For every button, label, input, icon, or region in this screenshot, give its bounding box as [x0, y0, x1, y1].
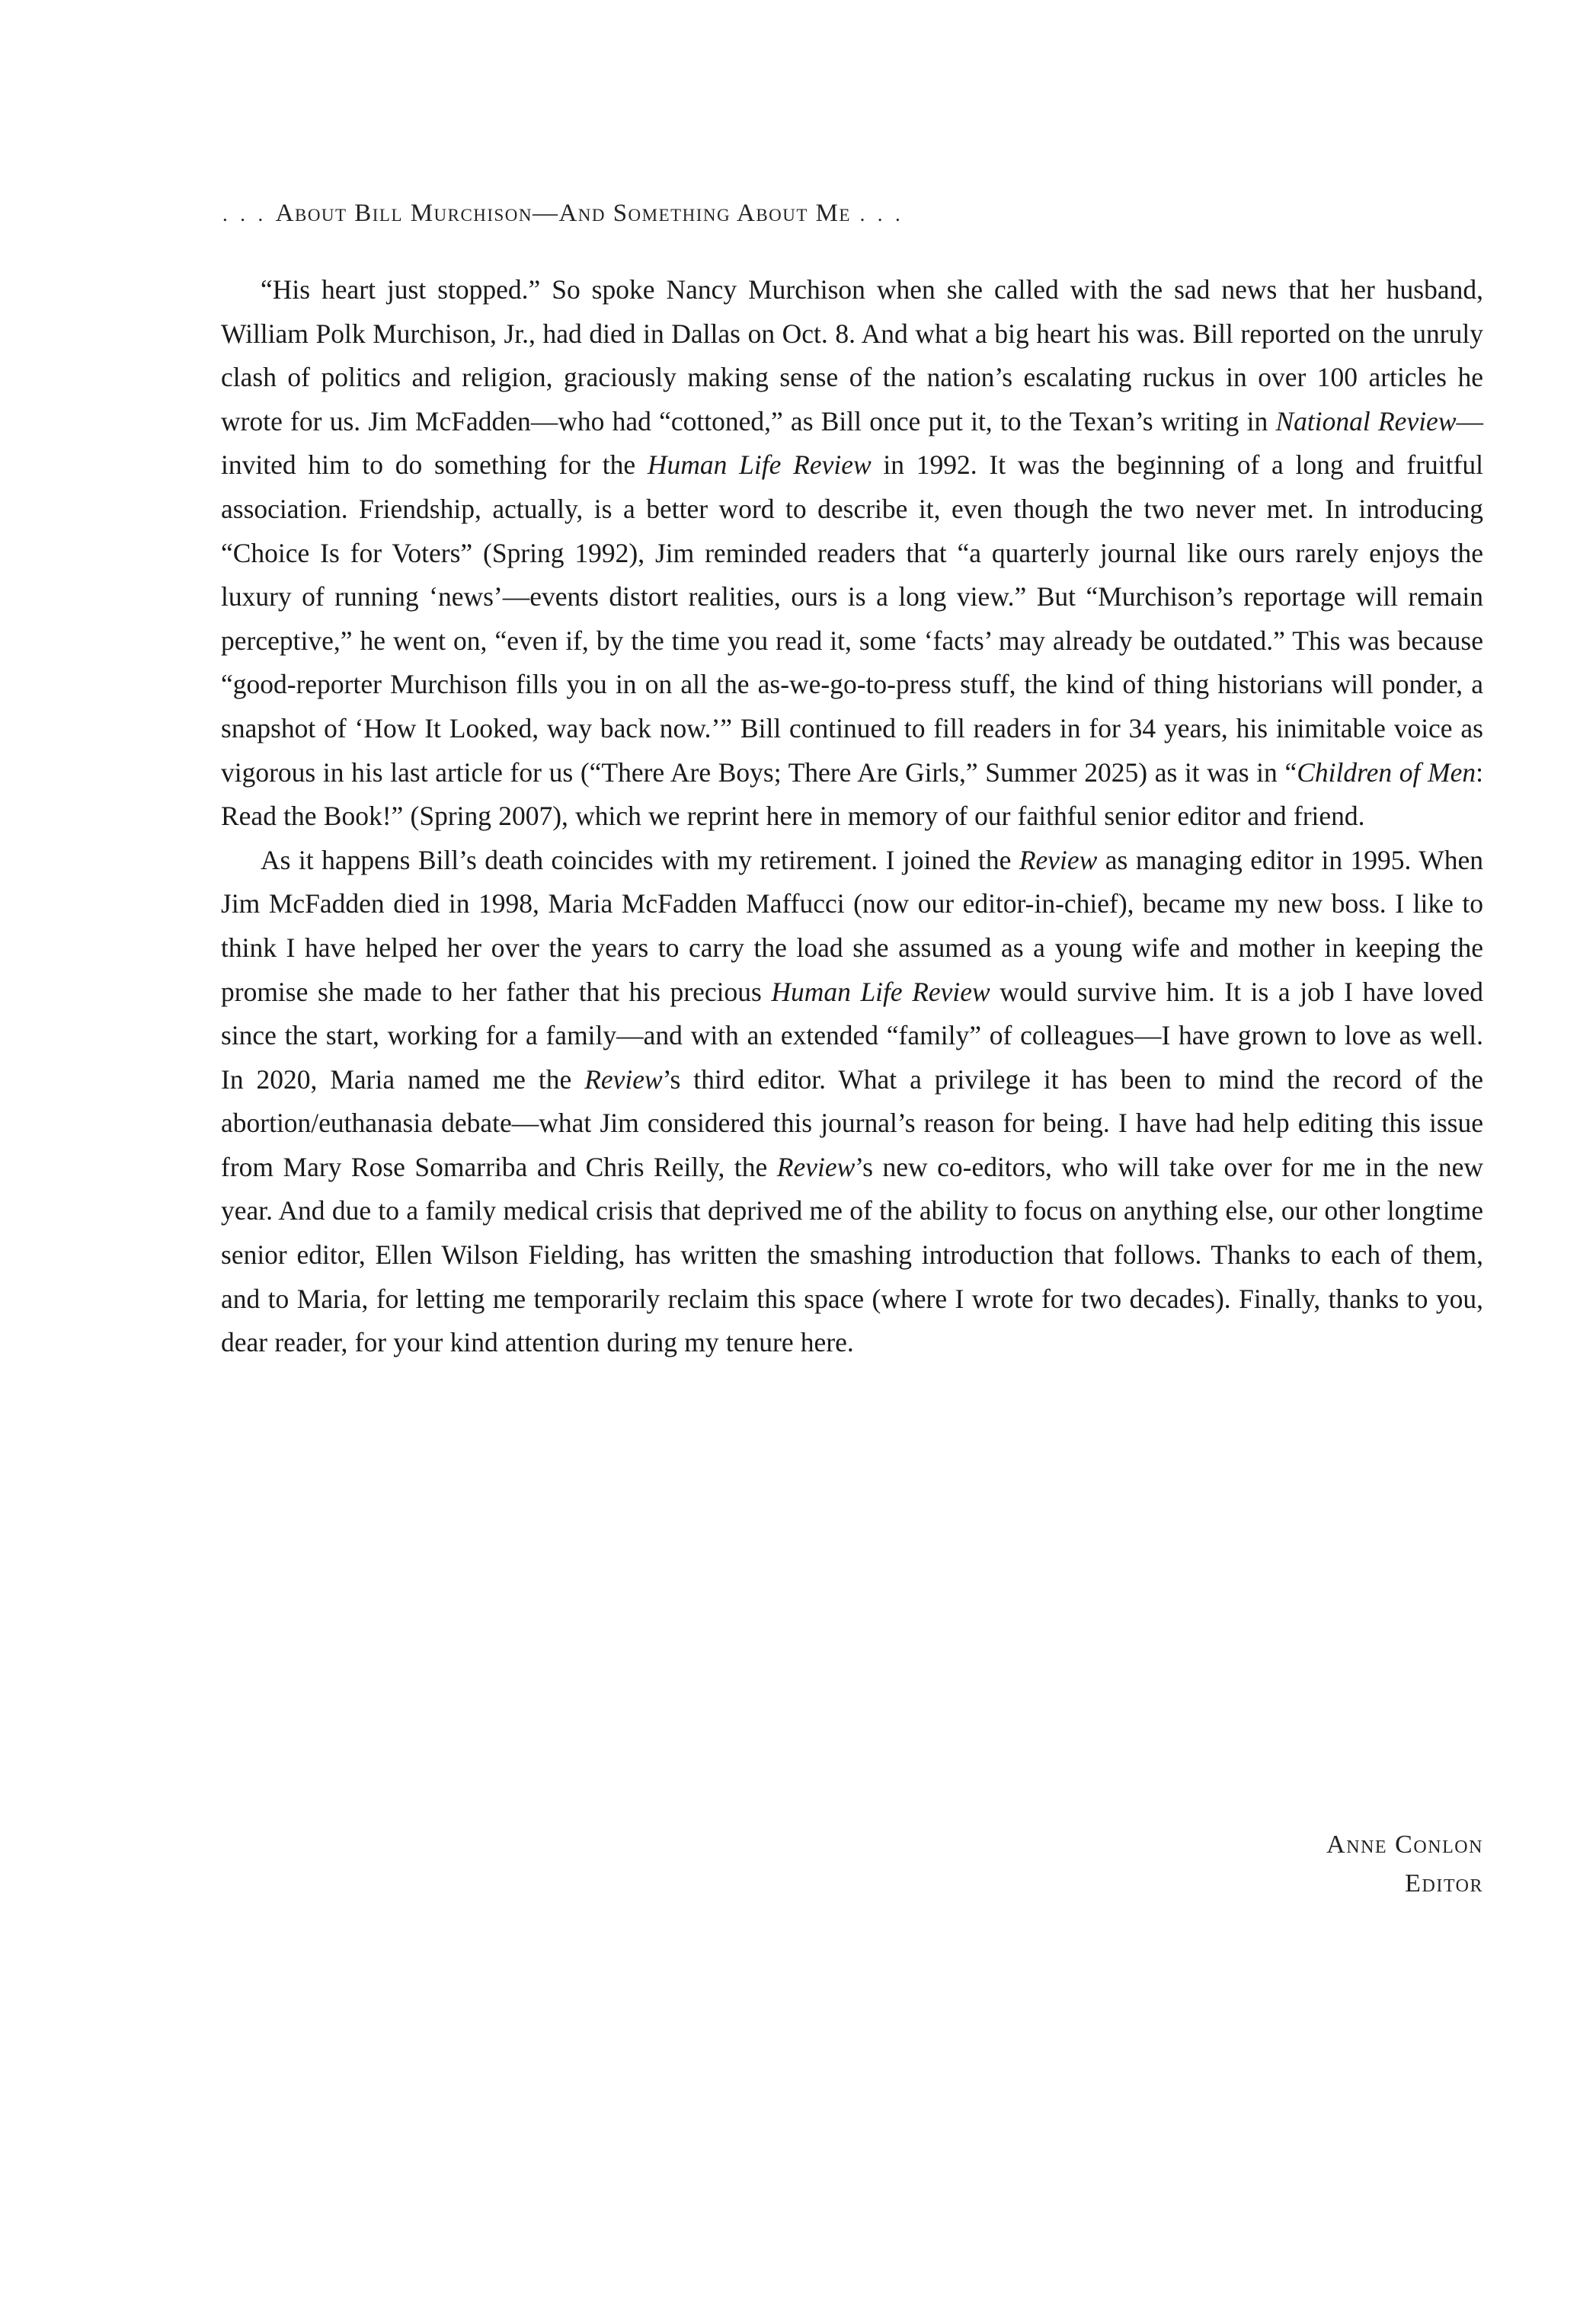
running-head	[222, 200, 1483, 227]
signature-name: Anne Conlon	[1326, 1831, 1483, 1859]
run-italic-human-life-review: Human Life Review	[647, 449, 872, 481]
run-text: as managing editor in 1995. When Jim McFadden died in 1998, Maria McFadden Maffucci (now our editor-in-chief), became my new boss. I like to think I have helped her over the years to carry the load she assumed as a young wife and mother in keeping the promise she made to her father that his precious	[221, 844, 1483, 1007]
running-head-title: About Bill Murchison—And Something About Me	[275, 200, 851, 227]
signature-block	[221, 1825, 1483, 1903]
run-italic-national-review: National Review	[1275, 405, 1457, 436]
run-text: ’s new co-editors, who will take over for me in the new year. And due to a family medical crisis that deprived me of the ability to focus on anything else, our other longtime senior editor, Ellen Wilson Fielding, has written the smashing introduction that follows. Thanks to each of them, and to Maria, for letting me temporarily reclaim this space (where I wrote for two decades). Finally, thanks to you, dear reader, for your kind attention during my tenure here.	[221, 1151, 1483, 1358]
run-text: ’s third editor. What a privilege it has been to mind the record of the abortion/euthanasia debate—what Jim considered this journal’s reason for being. I have had help editing this issue from Mary Rose Somarriba and Chris Reilly, the	[221, 1063, 1483, 1182]
run-text: in 1992. It was the beginning of a long and fruitful association. Friendship, actually, is a better word to describe it, even though the two never met. In introducing “Choice Is for Voters” (Spring 1992), Jim reminded readers that “a quarterly journal like ours rarely enjoys the luxury of running ‘news’—events distort realities, ours is a long view.” But “Murchison’s reportage will remain perceptive,” he went on, “even if, by the time you read it, some ‘facts’ may already be outdated.” This was because “good-reporter Murchison fills you in on all the as-we-go-to-press stuff, the kind of thing historians will ponder, a snapshot of ‘How It Looked, way back now.’” Bill continued to fill readers in for 34 years, his inimitable voice as vigorous in his last article for us (“There Are Boys; There Are Girls,” Summer 2025) as it was in “	[221, 449, 1483, 788]
running-head-lead-ellipsis: . . .	[222, 203, 276, 225]
run-text: —invited him to do something for the	[221, 405, 1483, 481]
run-italic-human-life-review-2: Human Life Review	[771, 976, 990, 1007]
running-head-trail-ellipsis: . . .	[850, 203, 904, 225]
run-italic-review-1: Review	[1019, 844, 1098, 875]
run-italic-children-of-men: Children of Men	[1297, 756, 1476, 788]
signature-title: Editor	[1405, 1869, 1483, 1898]
body-text-block	[221, 268, 1483, 1365]
run-italic-review-2: Review	[584, 1063, 663, 1095]
run-text: would survive him. It is a job I have loved since the start, working for a family—and with an extended “family” of colleagues—I have grown to love as well. In 2020, Maria named me the	[221, 976, 1483, 1095]
run-text: “His heart just stopped.” So spoke Nancy Murchison when she called with the sad news that her husband, William Polk Murchison, Jr., had died in Dallas on Oct. 8. And what a big heart his was. Bill reported on the unruly clash of politics and religion, graciously making sense of the nation’s escalating ruckus in over 100 articles he wrote for us. Jim McFadden—who had “cottoned,” as Bill once put it, to the Texan’s writing in	[221, 274, 1483, 436]
run-italic-review-3: Review	[776, 1151, 856, 1182]
run-text: : Read the Book!” (Spring 2007), which we reprint here in memory of our faithful senior editor and friend.	[221, 756, 1483, 832]
paragraph-2	[221, 839, 1483, 1365]
paragraph-1	[221, 268, 1483, 839]
run-text: As it happens Bill’s death coincides with my retirement. I joined the	[261, 844, 1019, 875]
